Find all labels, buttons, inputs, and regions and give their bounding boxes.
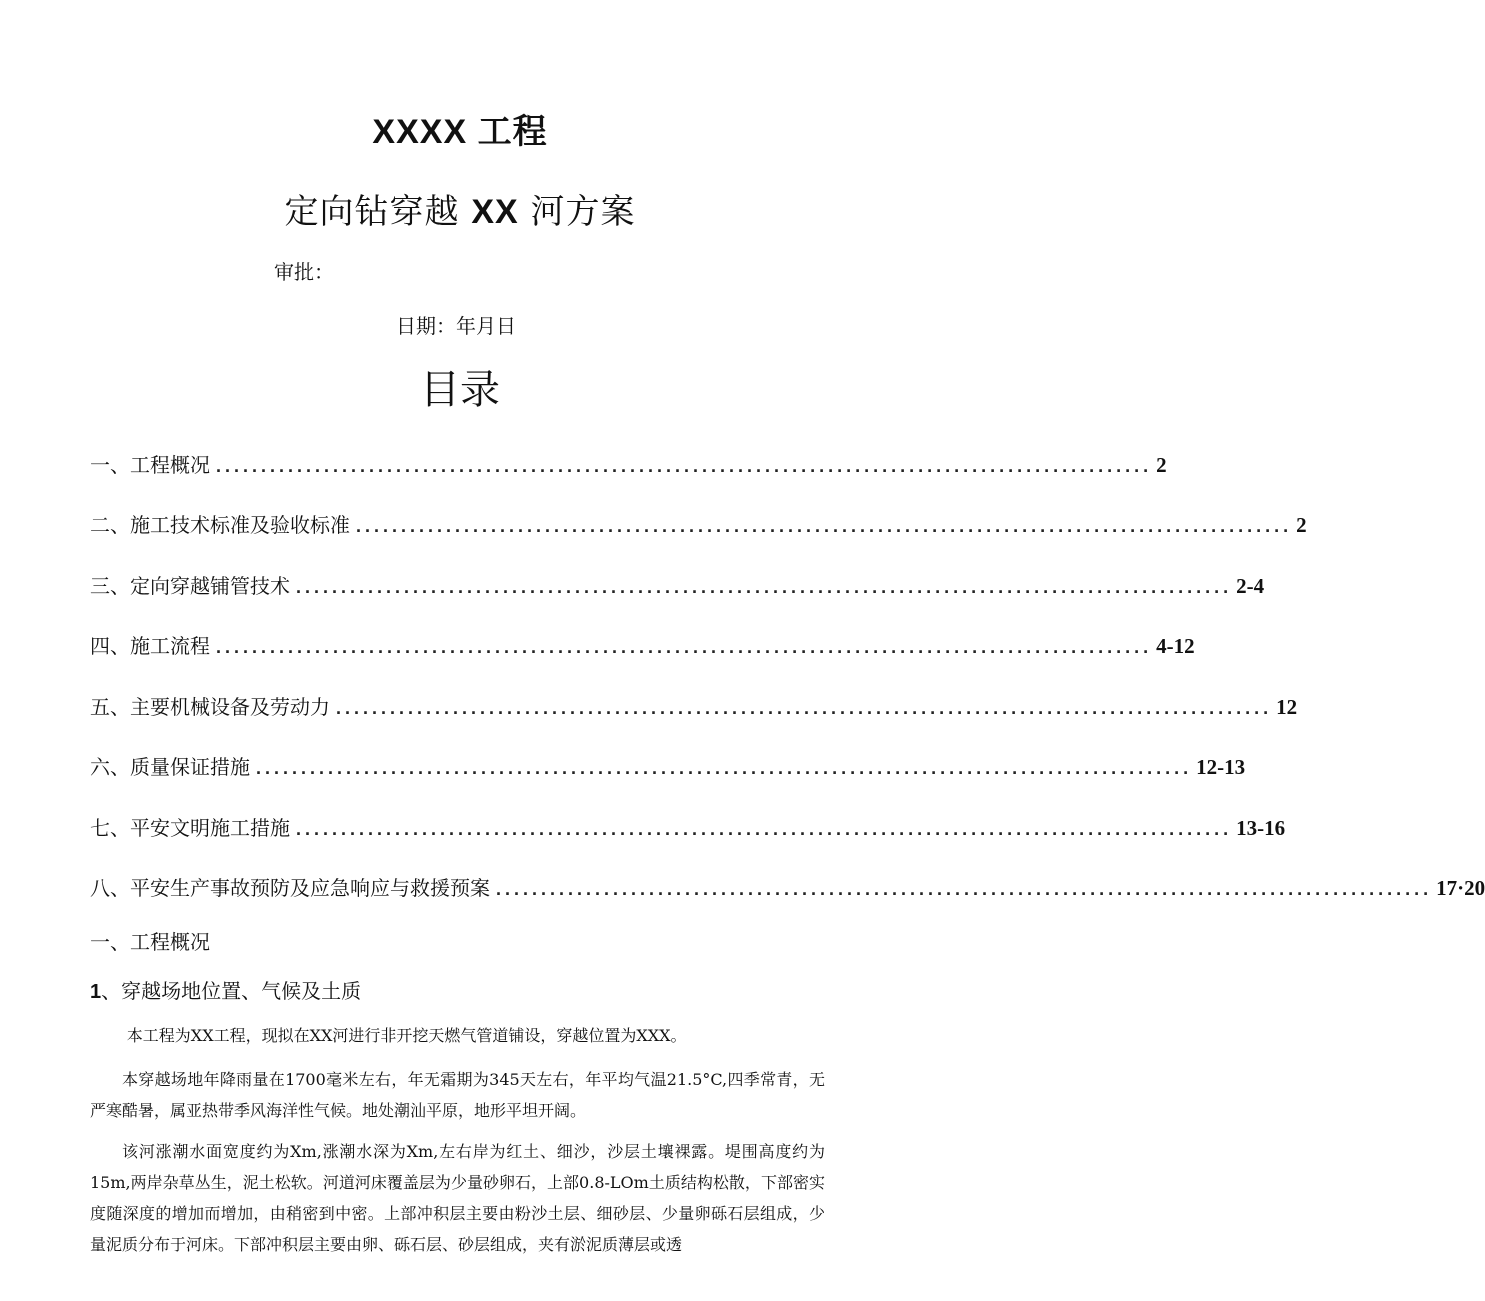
document-subtitle <box>0 192 920 232</box>
subtitle-prefix: 定向钻穿越 <box>284 192 472 232</box>
toc-item[interactable] <box>90 571 1265 601</box>
toc-item-page: 13-16 <box>1236 816 1286 840</box>
toc-item-label: 八、平安生产事故预防及应急响应与救援预案 <box>90 876 490 900</box>
toc-item[interactable] <box>90 450 1167 480</box>
document-title-text: XXXX 工程 <box>372 113 548 151</box>
toc-item-label: 七、平安文明施工措施 <box>90 816 290 840</box>
toc-item-page: 4-12 <box>1156 634 1195 658</box>
toc-leader-dots: ........................................................................................................ <box>296 819 1233 839</box>
body-paragraph: 本工程为XX工程，现拟在XX河进行非开挖天燃气管道铺设，穿越位置为XXX。 <box>126 1026 687 1045</box>
subtitle-bold: XX <box>471 193 519 231</box>
toc-item[interactable] <box>90 752 1246 782</box>
body-paragraph: 该河涨潮水面宽度约为Xm,涨潮水深为Xm,左右岸为红土、细沙，沙层土壤裸露。堤围高度约为15m,两岸杂草丛生，泥土松软。河道河床覆盖层为少量砂卵石，上部0.8-LOm土质结构松散，下部密实度随深度的增加而增加，由稍密到中密。上部冲积层主要由粉沙土层、细砂层、少量卵砾石层组成，少量泥质分布于河床。下部冲积层主要由卵、砾石层、砂层组成，夹有淤泥质薄层或透 <box>90 1142 825 1254</box>
toc-title: 目录 <box>420 367 500 413</box>
toc-item-page: 12-13 <box>1196 755 1246 779</box>
toc-item[interactable] <box>90 631 1195 661</box>
toc-item[interactable] <box>90 873 1485 903</box>
toc-item-page: 12 <box>1276 695 1298 719</box>
toc-item-page: 2-4 <box>1236 574 1265 598</box>
subtitle-suffix: 河方案 <box>518 192 636 232</box>
toc-item-page: 17·20 <box>1436 876 1485 900</box>
toc-item-label: 五、主要机械设备及劳动力 <box>90 695 330 719</box>
toc-leader-dots: ........................................................................................................ <box>216 637 1153 657</box>
toc-item-label: 三、定向穿越铺管技术 <box>90 574 290 598</box>
toc-leader-dots: ........................................................................................................ <box>296 577 1233 597</box>
toc-leader-dots: ........................................................................................................ <box>336 698 1273 718</box>
sub-heading <box>90 976 361 1007</box>
toc-item[interactable] <box>90 692 1298 722</box>
toc-item-label: 六、质量保证措施 <box>90 755 250 779</box>
toc-item[interactable] <box>90 510 1307 540</box>
toc-leader-dots: ........................................................................................................ <box>256 758 1193 778</box>
sub-heading-text: 、穿越场地位置、气候及土质 <box>101 979 362 1003</box>
date-label: 日期：年月日 <box>396 314 516 338</box>
toc-item-label: 一、工程概况 <box>90 453 210 477</box>
toc-item-label: 二、施工技术标准及验收标准 <box>90 513 350 537</box>
toc-item-label: 四、施工流程 <box>90 634 210 658</box>
toc-item-page: 2 <box>1156 453 1167 477</box>
toc-leader-dots: ........................................................................................................ <box>356 516 1293 536</box>
document-title <box>0 112 920 152</box>
body-paragraph: 本穿越场地年降雨量在1700毫米左右，年无霜期为345天左右，年平均气温21.5°C,四季常青，无严寒酷暑，属亚热带季风海洋性气候。地处潮汕平原，地形平坦开阔。 <box>90 1070 825 1120</box>
toc-leader-dots: ........................................................................................................ <box>216 456 1153 476</box>
toc-item-page: 2 <box>1296 513 1307 537</box>
toc-item[interactable] <box>90 813 1286 843</box>
sub-heading-number: 1 <box>90 981 102 1003</box>
section-heading: 一、工程概况 <box>90 930 210 954</box>
approval-label: 审批： <box>274 260 334 284</box>
toc-leader-dots: ........................................................................................................ <box>496 879 1433 899</box>
